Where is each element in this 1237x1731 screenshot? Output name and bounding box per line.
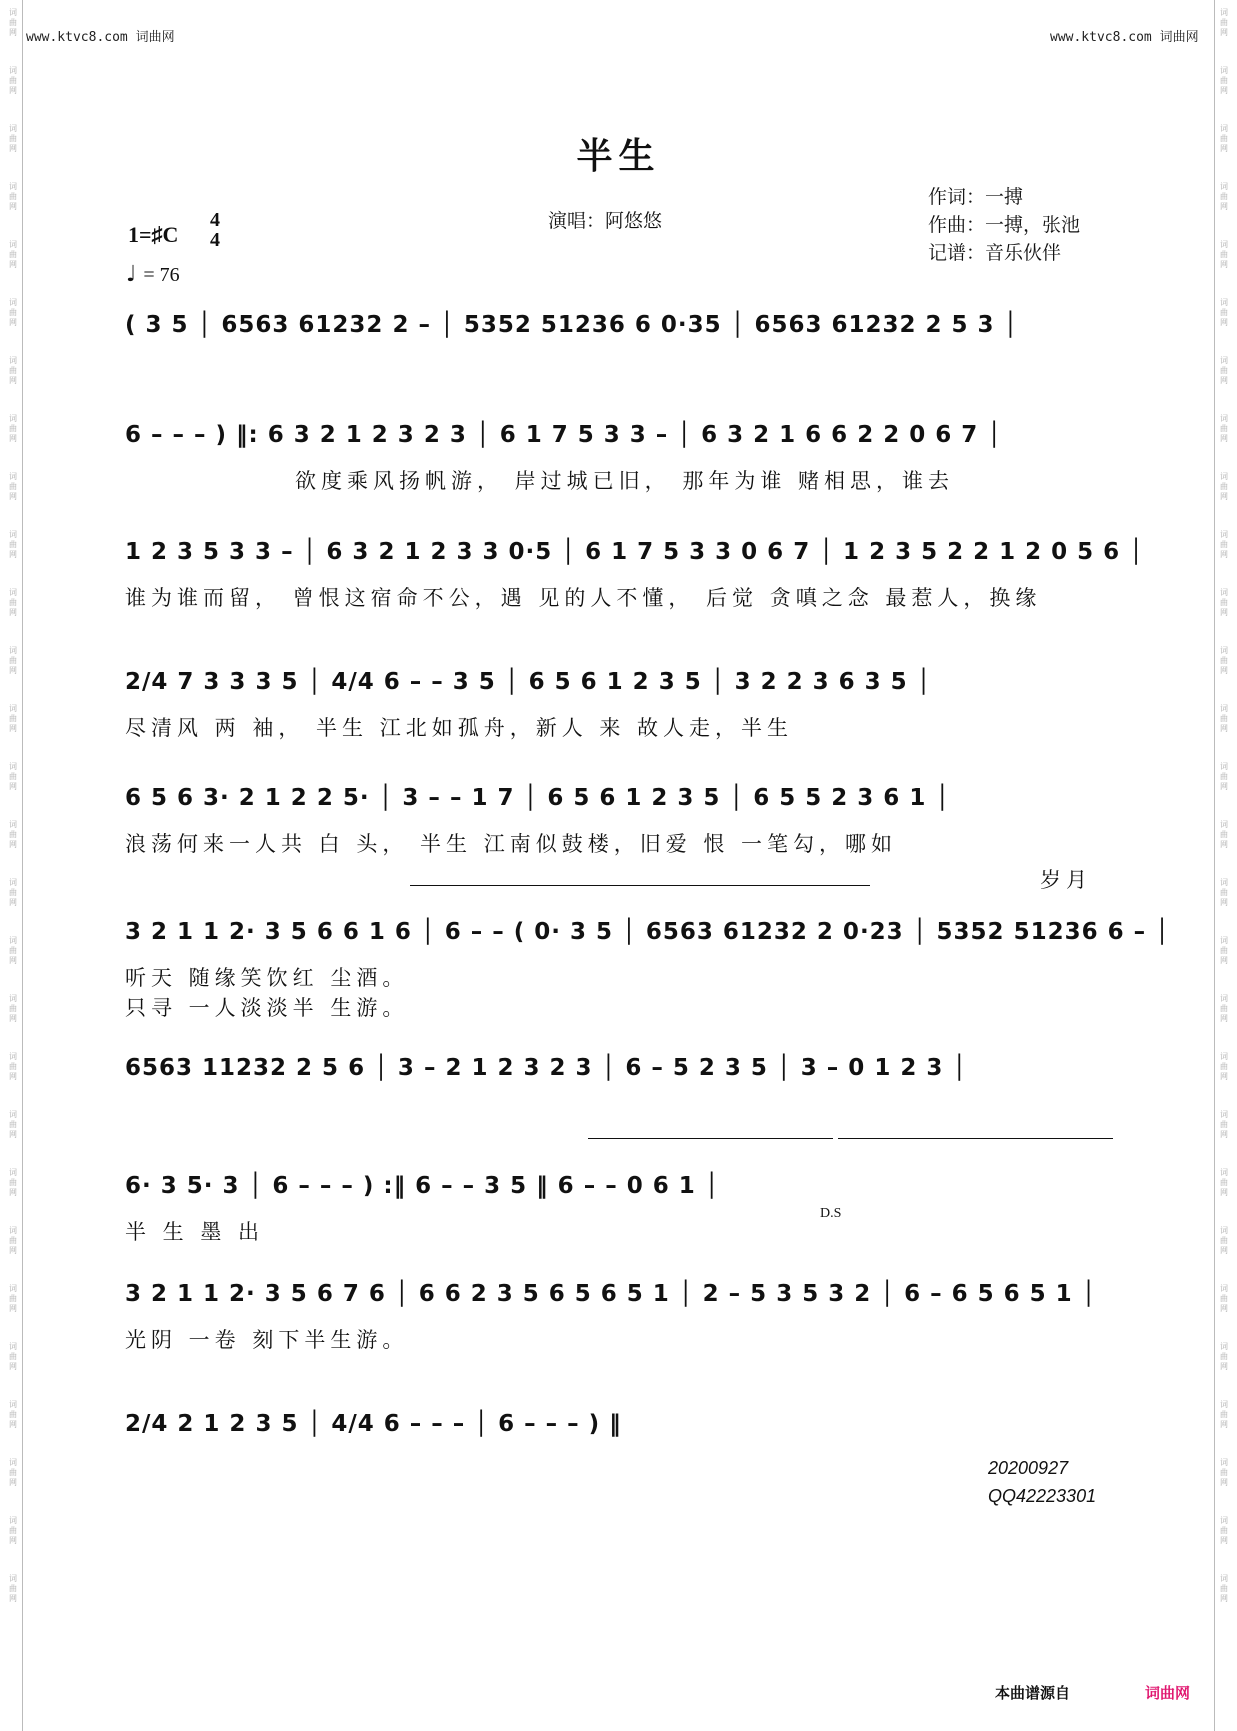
lyrics-row-8: 半 生 墨 出 [125,1220,265,1244]
side-watermark-text: 词 曲 网 [1220,530,1228,559]
side-watermark-text: 词 曲 网 [9,1400,17,1429]
side-watermark-text: 词 曲 网 [1220,356,1228,385]
side-watermark-text: 词 曲 网 [1220,240,1228,269]
left-side-watermark [4,0,23,1731]
notes-row-9: 3 2 1 1 2· 3 5 6 7 6 │ 6 6 2 3 5 6 5 6 5 1 │ 2 – 5 3 5 3 2 │ 6 – 6 5 6 5 1 │ [125,1281,1097,1307]
site-header-left: www.ktvc8.com 词曲网 [26,30,175,45]
lyrics-row-5: 浪荡何来一人共 白 头， 半生 江南似鼓楼，旧爱 恨 一笔勾，哪如 [125,832,898,856]
side-watermark-text: 词 曲 网 [1220,1052,1228,1081]
notes-row-6: 3 2 1 1 2· 3 5 6 6 1 6 │ 6 – – ( 0· 3 5 │ 6563 61232 2 0·23 │ 5352 51236 6 – │ [125,919,1170,945]
side-watermark-text: 词 曲 网 [9,646,17,675]
notes-row-4: 2/4 7 3 3 3 5 │ 4/4 6 – – 3 5 │ 6 5 6 1 2 3 5 │ 3 2 2 3 6 3 5 │ [125,669,932,695]
qq-number: QQ42223301 [988,1486,1097,1506]
side-watermark-text: 词 曲 网 [9,298,17,327]
da-segno: D.S [820,1206,842,1221]
side-watermark-text: 词 曲 网 [9,530,17,559]
side-watermark-text: 词 曲 网 [1220,1400,1228,1429]
side-watermark-text: 词 曲 网 [9,124,17,153]
side-watermark-text: 词 曲 网 [1220,936,1228,965]
side-watermark-text: 词 曲 网 [1220,762,1228,791]
side-watermark-text: 词 曲 网 [1220,298,1228,327]
side-watermark-text: 词 曲 网 [9,1516,17,1545]
notes-row-10: 2/4 2 1 2 3 5 │ 4/4 6 – – – │ 6 – – – ) ‖ [125,1411,622,1437]
side-watermark-text: 词 曲 网 [9,1052,17,1081]
side-watermark-text: 词 曲 网 [1220,1516,1228,1545]
volta-1-line [410,885,870,886]
song-title: 半生 [576,135,661,177]
lyrics-row-9: 光阴 一卷 刻下半生游。 [125,1328,409,1352]
side-watermark-text: 词 曲 网 [9,240,17,269]
side-watermark-text: 词 曲 网 [1220,1574,1228,1603]
transcriber: 记谱：音乐伙伴 [928,242,1062,264]
side-watermark-text: 词 曲 网 [1220,8,1228,37]
side-watermark-text: 词 曲 网 [9,66,17,95]
side-watermark-text: 词 曲 网 [1220,994,1228,1023]
time-signature [210,210,220,250]
lyrics-row-3: 谁为谁而留， 曾恨这宿命不公，遇 见的人不懂， 后觉 贪嗔之念 最惹人，换缘 [125,586,1042,610]
side-watermark-text: 词 曲 网 [1220,124,1228,153]
side-watermark-text: 词 曲 网 [9,1574,17,1603]
side-watermark-text: 词 曲 网 [1220,1226,1228,1255]
notes-row-3: 1 2 3 5 3 3 – │ 6 3 2 1 2 3 3 0·5 │ 6 1 7 5 3 3 0 6 7 │ 1 2 3 5 2 2 1 2 0 5 6 │ [125,539,1145,565]
side-watermark-text: 词 曲 网 [1220,1284,1228,1313]
lyrics-row-6a: 听天 随缘笑饮红 尘酒。 [125,966,409,990]
side-watermark-text: 词 曲 网 [9,994,17,1023]
lyrics-row-6b: 只寻 一人淡淡半 生游。 [125,996,409,1020]
quarter-note-icon: ♩ [126,262,137,287]
volta-2-line [588,1138,833,1139]
side-watermark-text: 词 曲 网 [9,878,17,907]
side-watermark-text: 词 曲 网 [9,1226,17,1255]
lyrics-row-2: 欲度乘风扬帆游， 岸过城已旧， 那年为谁 赌相思，谁去 [295,469,955,493]
side-watermark-text: 词 曲 网 [1220,878,1228,907]
side-watermark-text: 词 曲 网 [1220,182,1228,211]
side-watermark-text: 词 曲 网 [9,1342,17,1371]
side-watermark-text: 词 曲 网 [1220,472,1228,501]
tempo-marking [126,262,180,287]
side-watermark-text: 词 曲 网 [9,8,17,37]
side-watermark-text: 词 曲 网 [9,1110,17,1139]
lyrics-row-4: 尽清风 两 袖， 半生 江北如孤舟，新人 来 故人走，半生 [125,716,794,740]
side-watermark-text: 词 曲 网 [9,936,17,965]
side-watermark-text: 词 曲 网 [9,1284,17,1313]
side-watermark-text: 词 曲 网 [9,472,17,501]
side-watermark-text: 词 曲 网 [1220,646,1228,675]
time-bottom: 4 [210,229,220,251]
side-watermark-text: 词 曲 网 [9,1458,17,1487]
side-watermark-text: 词 曲 网 [1220,1342,1228,1371]
side-watermark-text: 词 曲 网 [1220,1168,1228,1197]
key-signature: 1=♯C [128,222,179,247]
side-watermark-text: 词 曲 网 [9,356,17,385]
side-watermark-text: 词 曲 网 [1220,66,1228,95]
source-label: 本曲谱源自 [995,1684,1071,1702]
notes-row-5: 6 5 6 3· 2 1 2 2 5· │ 3 – – 1 7 │ 6 5 6 1 2 3 5 │ 6 5 5 2 3 6 1 │ [125,785,951,811]
side-watermark-text: 词 曲 网 [1220,820,1228,849]
lyrics-row-6-extra: 岁月 [1040,868,1092,892]
side-watermark-text: 词 曲 网 [9,414,17,443]
singer: 演唱：阿悠悠 [548,210,663,232]
site-header-right: www.ktvc8.com 词曲网 [1050,30,1199,45]
notes-row-1: ( 3 5 │ 6563 61232 2 – │ 5352 51236 6 0·35 │ 6563 61232 2 5 3 │ [125,312,1019,338]
lyricist: 作词：一搏 [928,186,1024,208]
side-watermark-text: 词 曲 网 [1220,704,1228,733]
side-watermark-text: 词 曲 网 [1220,1458,1228,1487]
notes-row-2: 6 – – – ) ‖: 6 3 2 1 2 3 2 3 │ 6 1 7 5 3 3 – │ 6 3 2 1 6 6 2 2 0 6 7 │ [125,422,1003,448]
transcription-date: 20200927 [988,1458,1069,1478]
composer: 作曲：一搏，张池 [928,214,1081,236]
notes-row-8: 6· 3 5· 3 │ 6 – – – ) :‖ 6 – – 3 5 ‖ 6 – – 0 6 1 │ [125,1173,720,1199]
side-watermark-text: 词 曲 网 [9,762,17,791]
time-top: 4 [210,209,220,231]
notes-row-7: 6563 11232 2 5 6 │ 3 – 2 1 2 3 2 3 │ 6 – 5 2 3 5 │ 3 – 0 1 2 3 │ [125,1055,968,1081]
side-watermark-text: 词 曲 网 [1220,1110,1228,1139]
side-watermark-text: 词 曲 网 [9,820,17,849]
side-watermark-text: 词 曲 网 [9,182,17,211]
side-watermark-text: 词 曲 网 [9,588,17,617]
side-watermark-text: 词 曲 网 [1220,414,1228,443]
volta-3-line [838,1138,1113,1139]
side-watermark-text: 词 曲 网 [9,1168,17,1197]
side-watermark-text: 词 曲 网 [1220,588,1228,617]
side-watermark-text: 词 曲 网 [9,704,17,733]
source-site-link[interactable]: 词曲网 [1145,1684,1191,1702]
tempo-value: = 76 [143,264,180,286]
